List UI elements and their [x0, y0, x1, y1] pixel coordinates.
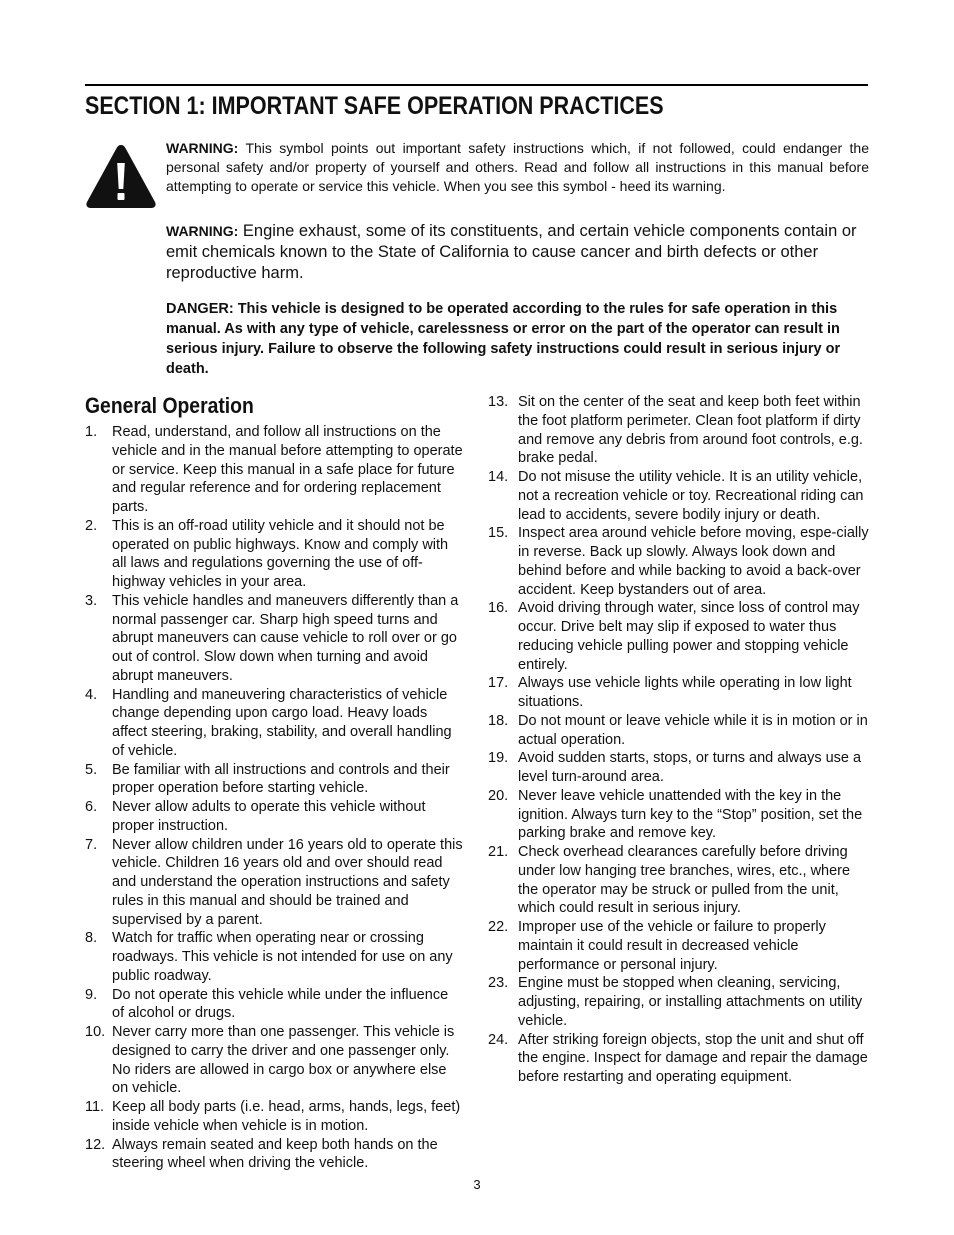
item-text: Check overhead clearances carefully before driving under low hanging tree branches, wires, etc., where the operator may be struck or pulled from the unit, which could result in serious injury. [518, 844, 851, 917]
list-item [488, 674, 870, 712]
item-number: 8. [85, 930, 98, 947]
item-text: Do not mount or leave vehicle while it is in motion or in actual operation. [518, 712, 868, 748]
list-item [85, 761, 463, 799]
page-number: 3 [473, 1177, 481, 1192]
item-text: Always remain seated and keep both hands on the steering wheel when driving the vehicle. [112, 1136, 438, 1172]
notice-text: This vehicle is designed to be operated according to the rules for safe operation in this manual. As with any type of vehicle, carelessness or error on the part of the operator can result in serious injury. Failure to observe the following safety instructions could result in serious injury or death. [166, 301, 841, 377]
list-item [488, 1031, 870, 1087]
warning-notice-symbol [166, 139, 869, 196]
list-item [488, 712, 870, 750]
item-text: Never allow adults to operate this vehicle without proper instruction. [112, 799, 426, 834]
notice-text: This symbol points out important safety instructions which, if not followed, could endanger the personal safety and/or property of yourself and others. Read and follow all instructions in this manual before attempting to operate or service this vehicle. When you see this symbol - heed its warning. [166, 140, 869, 194]
list-item [85, 1023, 463, 1098]
item-text: Avoid driving through water, since loss of control may occur. Drive belt may slip if exposed to water thus reducing vehicle pulling power and stopping vehicle entirely. [518, 600, 860, 673]
item-text: Avoid sudden starts, stops, or turns and always use a level turn-around area. [518, 750, 862, 785]
list-item [85, 929, 463, 985]
item-text: Improper use of the vehicle or failure to properly maintain it could result in decreased vehicle performance or personal injury. [518, 919, 826, 973]
item-number: 23. [488, 975, 509, 992]
list-item [488, 524, 870, 599]
item-text: Be familiar with all instructions and controls and their proper operation before starting vehicle. [112, 761, 450, 797]
list-item [488, 918, 870, 974]
list-item [85, 1136, 463, 1174]
item-text: Keep all body parts (i.e. head, arms, hands, legs, feet) inside vehicle when vehicle is in motion. [112, 1099, 461, 1134]
list-item [488, 974, 870, 1030]
item-text: Handling and maneuvering characteristics of vehicle change depending upon cargo load. Heavy loads affect steering, braking, stability, and overall handling of vehicle. [112, 686, 452, 759]
list-item [488, 393, 870, 468]
item-text: Never leave vehicle unattended with the key in the ignition. Always turn key to the “Stop” position, set the parking brake and remove key. [518, 787, 863, 842]
item-number: 11. [85, 1099, 105, 1115]
list-item [488, 468, 870, 524]
item-number: 10. [85, 1024, 106, 1040]
item-number: 7. [85, 836, 98, 853]
item-number: 21. [488, 844, 509, 860]
item-number: 5. [85, 761, 98, 778]
warning-notice-california [166, 221, 869, 284]
item-number: 24. [488, 1031, 509, 1048]
notice-label: WARNING: [166, 140, 239, 156]
item-number: 17. [488, 675, 509, 692]
item-number: 9. [85, 986, 98, 1003]
section-title: SECTION 1: IMPORTANT SAFE OPERATION PRACTICES [85, 92, 664, 120]
item-number: 16. [488, 600, 509, 617]
item-text: After striking foreign objects, stop the unit and shut off the engine. Inspect for damage and repair the damage before restarting and operating equipment. [518, 1031, 868, 1085]
list-item [85, 423, 463, 517]
item-number: 22. [488, 919, 509, 935]
item-text: Never carry more than one passenger. This vehicle is designed to carry the driver and one passenger only. No riders are allowed in cargo box or anywhere else on vehicle. [112, 1024, 455, 1097]
list-item [85, 986, 463, 1024]
list-item [85, 798, 463, 836]
item-number: 12. [85, 1136, 106, 1153]
list-item [488, 787, 870, 843]
list-item [85, 836, 463, 930]
item-number: 13. [488, 394, 509, 410]
top-rule [85, 84, 868, 86]
item-number: 14. [488, 469, 509, 485]
list-item [85, 517, 463, 592]
instruction-list-right [488, 393, 870, 1087]
instruction-list-left [85, 423, 463, 1173]
general-operation-heading: General Operation [85, 393, 254, 418]
item-text: This is an off-road utility vehicle and it should not be operated on public highways. Know and comply with all laws and regulations governing the use of off-highway vehicles in your area. [112, 517, 449, 590]
notice-text: Engine exhaust, some of its constituents, and certain vehicle components contain or emit chemicals known to the State of California to cause cancer and birth defects or other reproductive harm. [166, 222, 857, 282]
item-number: 2. [85, 517, 98, 534]
item-text: Engine must be stopped when cleaning, servicing, adjusting, repairing, or installing attachments on utility vehicle. [518, 975, 863, 1029]
item-text: Sit on the center of the seat and keep both feet within the foot platform perimeter. Clean foot platform if dirty and remove any debris from around foot controls, e.g. brake pedal. [518, 394, 863, 467]
notice-label: WARNING: [166, 223, 239, 239]
item-number: 1. [85, 424, 98, 440]
list-item [85, 1098, 463, 1136]
list-item [85, 686, 463, 761]
warning-exclamation-icon [85, 143, 157, 210]
item-text: Inspect area around vehicle before moving, espe-cially in reverse. Back up slowly. Always look down and behind before and while backing to avoid a back-over accident. Keep bystanders out of area. [518, 525, 869, 598]
list-item [488, 749, 870, 787]
item-number: 15. [488, 525, 509, 542]
item-text: Do not operate this vehicle while under the influence of alcohol or drugs. [112, 986, 449, 1022]
list-item [85, 592, 463, 686]
list-item [488, 599, 870, 674]
item-text: Watch for traffic when operating near or crossing roadways. This vehicle is not intended for use on any public roadway. [112, 930, 453, 984]
item-number: 19. [488, 750, 509, 767]
item-number: 20. [488, 787, 509, 804]
item-number: 18. [488, 712, 509, 729]
item-text: Always use vehicle lights while operating in low light situations. [518, 675, 852, 710]
item-number: 4. [85, 686, 98, 703]
item-number: 3. [85, 592, 98, 609]
item-number: 6. [85, 799, 98, 815]
item-text: This vehicle handles and maneuvers differently than a normal passenger car. Sharp high speed turns and abrupt maneuvers can cause vehicle to roll over or go out of control. Slow down when turning and avoid abrupt maneuvers. [112, 592, 459, 684]
item-text: Read, understand, and follow all instructions on the vehicle and in the manual before attempting to operate or service. Keep this manual in a safe place for future and regular reference and for ordering replacement parts. [112, 424, 463, 515]
notice-label: DANGER: [166, 301, 234, 317]
danger-notice [166, 299, 856, 379]
item-text: Never allow children under 16 years old to operate this vehicle. Children 16 years old and over should read and understand the operation instructions and safety rules in this manual and should be trained and supervised by a parent. [112, 836, 463, 928]
list-item [488, 843, 870, 918]
item-text: Do not misuse the utility vehicle. It is an utility vehicle, not a recreation vehicle or toy. Recreational riding can lead to accidents, severe bodily injury or death. [518, 469, 864, 523]
